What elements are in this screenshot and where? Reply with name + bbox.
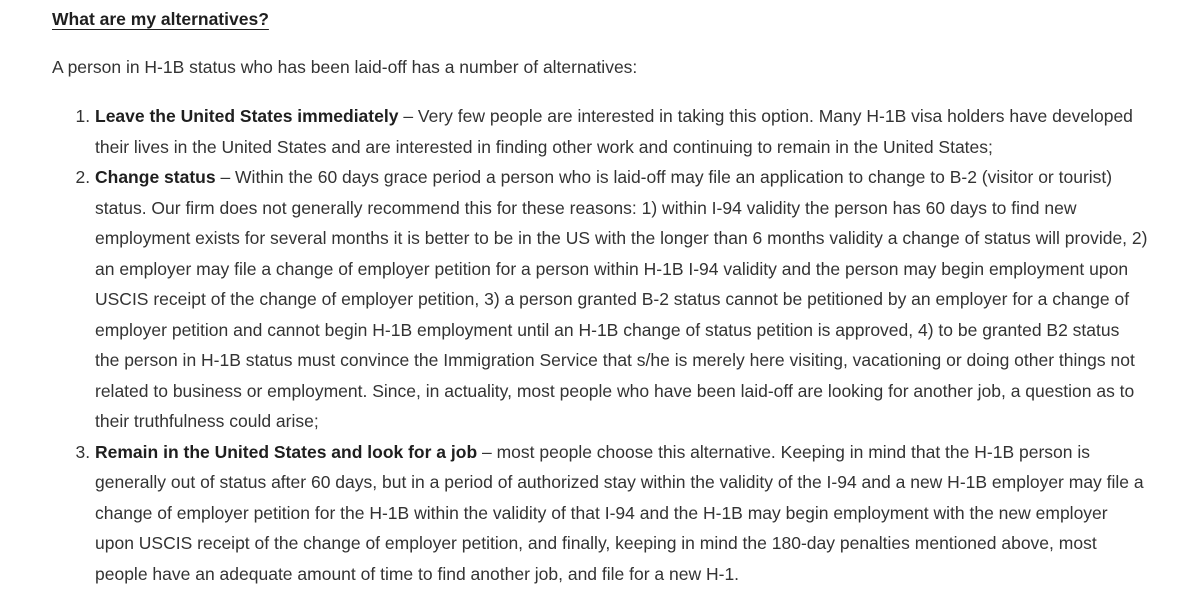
alternatives-list (52, 101, 1148, 589)
alternative-lead: Remain in the United States and look for a job (95, 441, 478, 462)
alternative-text: – most people choose this alternative. Keeping in mind that the H-1B person is generally out of status after 60 days, but in a period of authorized stay within the validity of the I-94 and a new H-1B employer may file a change of employer petition for the H-1B within the validity of that I-94 and the H-1B may begin employment with the new employer upon USCIS receipt of the change of employer petition, and finally, keeping in mind the 180-day penalties mentioned above, most people have an adequate amount of time to find another job, and file for a new H-1. (95, 441, 1144, 584)
list-item (95, 437, 1148, 590)
section-heading: What are my alternatives? (52, 9, 269, 29)
alternative-text: – Very few people are interested in taking this option. Many H-1B visa holders have developed their lives in the United States and are interested in finding other work and continuing to remain in the United States; (95, 106, 1133, 157)
intro-paragraph: A person in H-1B status who has been laid-off has a number of alternatives: (52, 57, 638, 77)
alternative-lead: Change status (95, 167, 216, 187)
alternative-lead: Leave the United States immediately (95, 106, 399, 126)
alternative-text: – Within the 60 days grace period a person who is laid-off may file an application to change to B-2 (visitor or tourist) status. Our firm does not generally recommend this for these reasons: 1) within I-94 validity the person has 60 days to find new employment exists for several months it is better to be in the US with the longer than 6 months validity a change of status will provide, 2) an employer may file a change of employer petition for a person within H-1B I-94 validity and the person may begin employment upon USCIS receipt of the change of employer petition, 3) a person granted B-2 status cannot be petitioned by an employer for a change of employer petition and cannot begin H-1B employment until an H-1B change of status petition is approved, 4) to be granted B2 status the person in H-1B status must convince the Immigration Service that s/he is merely here visiting, vacationing or doing other things not related to business or employment. Since, in actuality, most people who have been laid-off are looking for another job, a question as to their truthfulness could arise; (95, 167, 1148, 431)
list-item (95, 101, 1148, 162)
list-item (95, 162, 1148, 437)
